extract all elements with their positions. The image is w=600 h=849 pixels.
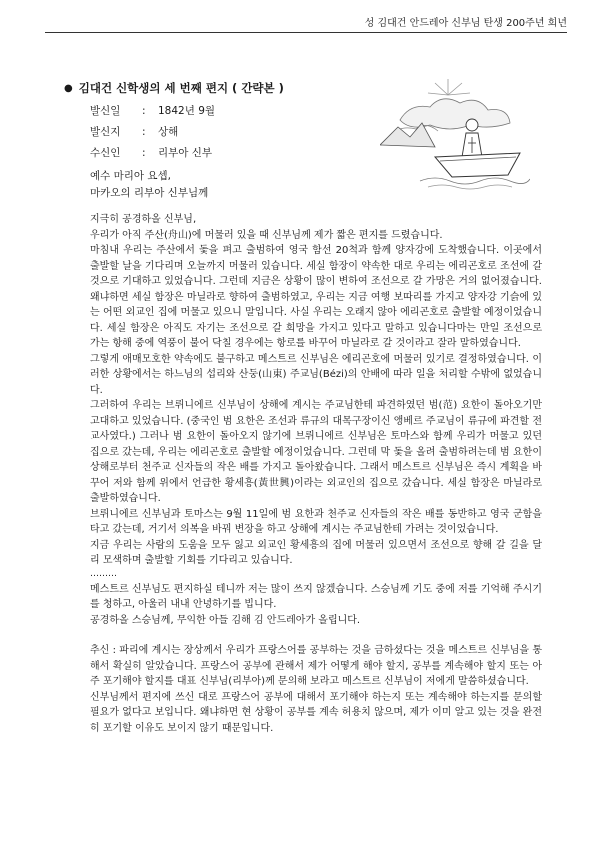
closing-line: 공경하올 스승님께, 무익한 아들 김해 김 안드레아가 올립니다. [90, 614, 361, 626]
ellipsis-mark: ……… [90, 568, 117, 579]
meta-row-recipient [90, 143, 215, 164]
paragraph: 브뤼니에르 신부님과 토마스는 9월 11일에 범 요한과 천주교 신자들의 작은 배를 동반하고 영국 군함을 타고 갔는데, 거기서 의복을 바꿔 변장을 하고 상해에 계시는 주교님한테 가려는 것이었습니다. [90, 508, 542, 535]
paragraph: 지금 우리는 사람의 도움을 모두 잃고 외교인 황세흥의 집에 머물러 있으면서 조선으로 향해 갈 길을 달리 모색하며 출발할 기회를 기다리고 있습니다. [90, 539, 542, 566]
meta-separator: : [142, 126, 146, 138]
paragraph: 우리가 아직 주산(舟山)에 머물러 있을 때 신부님께 제가 짧은 편지를 드렸습니다. [90, 229, 443, 241]
letter-greeting [90, 168, 208, 202]
meta-row-origin [90, 122, 215, 143]
meta-label: 발신일 [90, 105, 121, 117]
meta-label: 발신지 [90, 126, 121, 138]
priest-in-boat-illustration [380, 75, 530, 195]
meta-separator: : [142, 105, 146, 117]
postscript-paragraph: 신부님께서 편지에 쓰신 대로 프랑스어 공부에 대해서 포기해야 하는지 또는 계속해야 하는지를 문의할 필요가 없다고 보입니다. 왜냐하면 현 상황이 공부를 계속 허용치 않으며, 제가 이미 알고 있는 것을 완전히 포기할 이유도 보이지 않기 때문입니다. [90, 691, 542, 734]
meta-value: 상해 [158, 126, 179, 138]
paragraph: 그렇게 애매모호한 약속에도 불구하고 메스트르 신부님은 에리곤호에 머물러 있기로 결정하였습니다. 이러한 상황에서는 하느님의 섭리와 산둥(山東) 주교님(Bézi)의 안배에 따라 일을 처리할 수밖에 없었습니다. [90, 353, 542, 396]
meta-value: 리부아 신부 [158, 147, 213, 159]
meta-label: 수신인 [90, 147, 121, 159]
paragraph: 그러하여 우리는 브뤼니에르 신부님이 상해에 계시는 주교님한테 파견하였던 범(范) 요한이 돌아오기만 고대하고 있었습니다. (중국인 범 요한은 조선과 류규의 대목구장이신 앵베르 주교님이 류규에 파견할 전교사였다.) 그러나 범 요한이 돌아오지 않기에 브뤼니에르 신부님은 토마스와 함께 우리가 머물고 있던 집으로 갔는데, 우리는 에리곤호로 출발할 예정이었습니다. 그런데 막 돛을 올려 출범하려는데 범 요한이 상해로부터 천주교 신자들의 작은 배를 가지고 돌아왔습니다. 그래서 메스트르 신부님은 즉시 계획을 바꾸어 저와 함께 위에서 언급한 황세흥(黃世興)이라는 외교인의 집으로 갔습니다. 세실 함장은 마닐라로 출발하였습니다. [90, 400, 542, 504]
meta-value: 1842년 9월 [158, 105, 216, 117]
document-title: 김대건 신학생의 세 번째 편지 ( 간략본 ) [78, 81, 284, 95]
letter-body [90, 212, 542, 736]
closing-line: 메스트르 신부님도 편지하실 테니까 저는 많이 쓰지 않겠습니다. 스승님께 기도 중에 저를 기억해 주시기를 청하고, 아울러 내내 안녕하기를 빕니다. [90, 583, 542, 610]
document-title-row [64, 80, 284, 96]
meta-separator: : [142, 147, 146, 159]
header-banner: 성 김대건 안드레아 신부님 탄생 200주년 희년 [45, 14, 567, 33]
greeting-line: 마카오의 리부아 신부님께 [90, 187, 209, 199]
paragraph: 지극히 공경하올 신부님, [90, 214, 197, 225]
bullet-icon: ● [64, 82, 73, 94]
paragraph: 마침내 우리는 주산에서 돛을 펴고 출범하여 영국 함선 20척과 함께 양자강에 도착했습니다. 이곳에서 출발할 날을 기다리며 오늘까지 머물러 있습니다. 세실 함장이 약속한 대로 우리는 에리곤호로 조선에 갈 것으로 기대하고 있었습니다. 그런데 지금은 상황이 많이 변하여 조선으로 갈 가망은 거의 없어졌습니다. 왜냐하면 세실 함장은 마닐라로 향하여 출범하였고, 우리는 지금 여행 보따리를 가지고 양자강 기슭에 있는 어떤 외교인 집에 머물고 있으니 말입니다. 사실 우리는 오래지 않아 에리곤호로 출발할 예정이었습니다. 세실 함장은 아직도 자기는 조선으로 갈 희망을 가지고 있다고 말하고 있습니다마는 만일 조선으로 가는 항해 중에 역풍이 불어 닥칠 경우에는 항로를 바꾸어 마닐라로 갈 것이라고 잘라 말하였습니다. [90, 245, 542, 349]
letter-meta [90, 101, 215, 164]
spacer [90, 628, 542, 643]
postscript-paragraph: 추신 : 파리에 계시는 장상께서 우리가 프랑스어를 공부하는 것을 금하셨다는 것을 메스트르 신부님을 통해서 확실히 알았습니다. 프랑스어 공부에 관해서 제가 어떻게 해야 할지, 공부를 계속해야 할지 또는 아주 포기해야 할지를 대표 신부님(리부아)께 문의해 보라고 메스트르 신부님이 저에게 말씀하셨습니다. [90, 645, 542, 687]
greeting-line: 예수 마리아 요셉, [90, 170, 172, 182]
meta-row-date [90, 101, 215, 122]
